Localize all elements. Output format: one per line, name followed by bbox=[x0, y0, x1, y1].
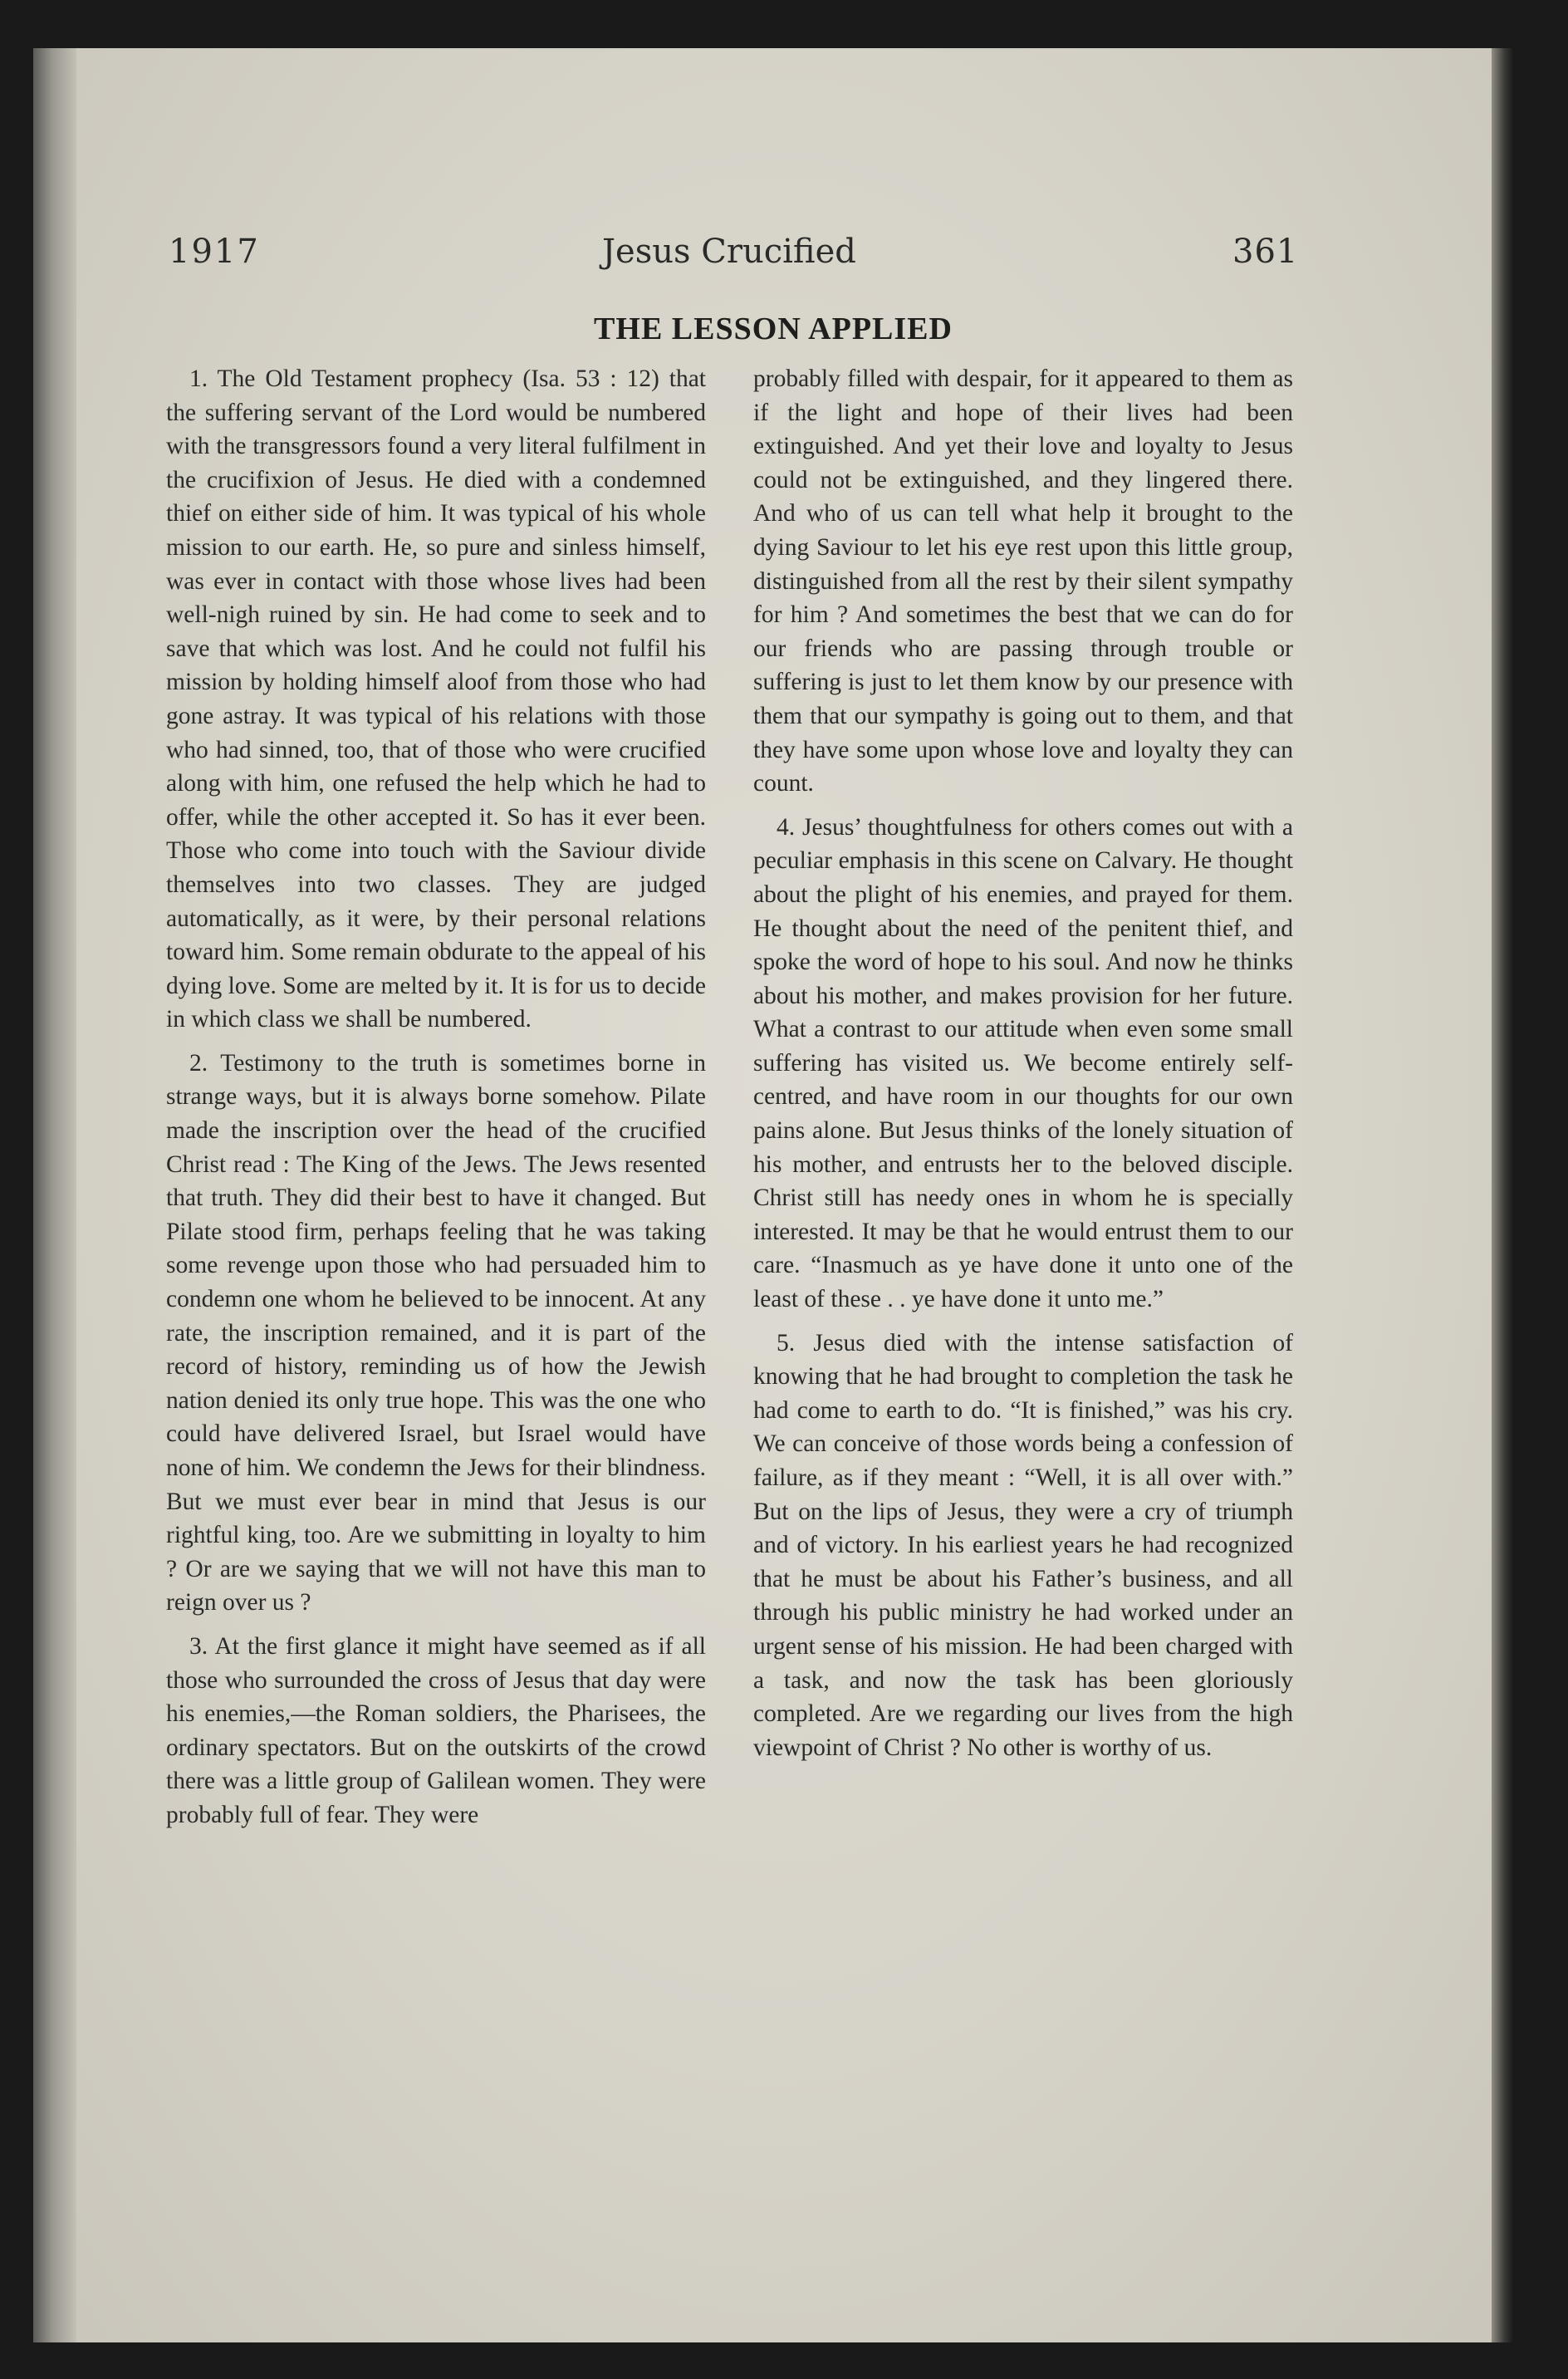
page-number: 361 bbox=[1232, 233, 1299, 271]
running-header bbox=[33, 233, 1513, 291]
paragraph-3-continued: probably filled with despair, for it appeared to them as if the light and hope of their lives had been extinguished. And yet their love and loyalty to Jesus could not be extinguished, and they lingered there. And who of us can tell what help it brought to the dying Saviour to let his eye rest upon this little group, distinguished from all the rest by their silent sympathy for him ? And sometimes the best that we can do for our friends who are passing through trouble or suffering is just to let them know by our presence with them that our sympathy is going out to them, and that they have some upon whose love and loyalty they can count. bbox=[753, 365, 1293, 797]
right-column bbox=[753, 362, 1293, 1774]
page-edge-shadow bbox=[1492, 48, 1513, 2342]
paragraph-3: 3. At the first glance it might have seemed as if all those who surrounded the cross of Jesus that day were his enemies,—the Roman soldiers, the Pharisees, the ordinary spectators. But on the outskirts of the crowd there was a little group of Galilean women. They were probably full of fear. They were bbox=[166, 1632, 706, 1828]
paragraph-5: 5. Jesus died with the intense satisfaction of knowing that he had brought to completion the task he had come to earth to do. “It is finished,” was his cry. We can conceive of those words being a confession of failure, as if they meant : “Well, it is all over with.” But on the lips of Jesus, they were a cry of triumph and of victory. In his earliest years he had recognized that he must be about his Father’s business, and all through his public ministry he had worked under an urgent sense of his mission. He had been charged with a task, and now the task has been gloriously completed. Are we regarding our lives from the high viewpoint of Christ ? No other is worthy of us. bbox=[753, 1329, 1293, 1761]
paragraph-2: 2. Testimony to the truth is sometimes borne in strange ways, but it is always borne somehow. Pilate made the inscription over the head of the crucified Christ read : The King of the Jews. The Jews resented that truth. They did their best to have it changed. But Pilate stood firm, perhaps feeling that he was taking some revenge upon those who had persuaded him to condemn one whom he believed to be innocent. At any rate, the inscription remained, and it is part of the record of history, reminding us of how the Jewish nation denied its only true hope. This was the one who could have delivered Israel, but Israel would have none of him. We condemn the Jews for their blindness. But we must ever bear in mind that Jesus is our rightful king, too. Are we submitting in loyalty to him ? Or are we saying that we will not have this man to reign over us ? bbox=[166, 1049, 706, 1616]
paragraph-1: 1. The Old Testament prophecy (Isa. 53 : 12) that the suffering servant of the Lord would be numbered with the transgressors found a very literal fulfilment in the crucifixion of Jesus. He died with a condemned thief on either side of him. It was typical of his whole mission to our earth. He, so pure and sinless himself, was ever in contact with those whose lives had been well-nigh ruined by sin. He had come to seek and to save that which was lost. And he could not fulfil his mission by holding himself aloof from those who had gone astray. It was typical of his relations with those who had sinned, too, that of those who were crucified along with him, one refused the help which he had to offer, while the other accepted it. So has it ever been. Those who come into touch with the Saviour divide themselves into two classes. They are judged automatically, as it were, by their personal relations toward him. Some remain obdurate to the appeal of his dying love. Some are melted by it. It is for us to decide in which class we shall be numbered. bbox=[166, 365, 706, 1033]
header-title: Jesus Crucified bbox=[602, 233, 856, 271]
book-spine-shadow bbox=[33, 48, 76, 2342]
left-column bbox=[166, 362, 706, 1842]
page-sheet bbox=[33, 48, 1513, 2342]
section-title: THE LESSON APPLIED bbox=[594, 311, 953, 346]
paragraph-4: 4. Jesus’ thoughtfulness for others comes out with a peculiar emphasis in this scene on Calvary. He thought about the plight of his enemies, and prayed for them. He thought about the need of the penitent thief, and spoke the word of hope to his soul. And now he thinks about his mother, and makes provision for her future. What a contrast to our attitude when even some small suffering has visited us. We become entirely self-centred, and have room in our thoughts for our own pains alone. But Jesus thinks of the lonely situation of his mother, and entrusts her to the beloved disciple. Christ still has needy ones in whom he is specially interested. It may be that he would entrust them to our care. “Inasmuch as ye have done it unto one of the least of these . . ye have done it unto me.” bbox=[753, 813, 1293, 1313]
header-year: 1917 bbox=[169, 233, 260, 271]
